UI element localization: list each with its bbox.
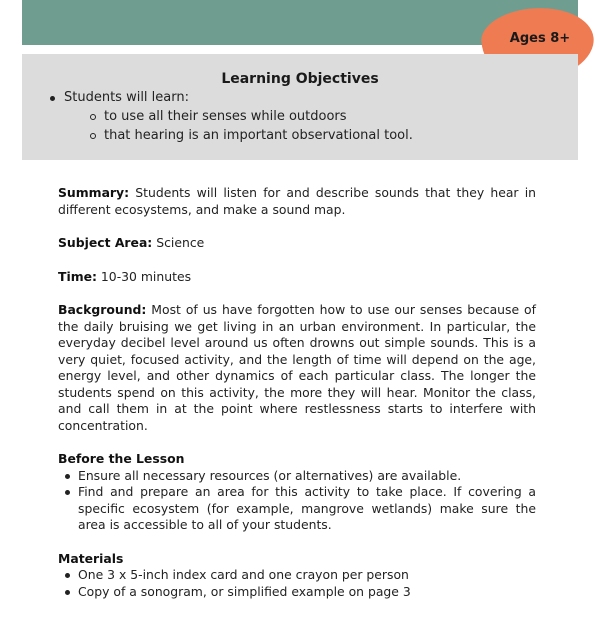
materials-item: One 3 x 5-inch index card and one crayon per person bbox=[58, 567, 536, 584]
lesson-content bbox=[58, 185, 536, 617]
background-label: Background: bbox=[58, 302, 147, 317]
materials-heading: Materials bbox=[58, 550, 124, 566]
learning-objectives-box bbox=[22, 54, 578, 160]
time-text: 10-30 minutes bbox=[96, 268, 192, 284]
materials-item: Copy of a sonogram, or simplified example on page 3 bbox=[58, 584, 536, 601]
background-paragraph bbox=[58, 302, 536, 434]
background-text: Most of us have forgotten how to use our senses because of the daily bruising we get living in an urban environment. In particular, the everyday decibel level around us often drowns out simple sounds. This is a very quiet, focused activity, and the length of time will depend on the age, energy level, and other dynamics of each particular class. The longer the students spend on this activity, the more they will hear. Monitor the class, and call them in at the point where restlessness starts to interfere with concentration. bbox=[58, 302, 536, 433]
before-lesson-item: Find and prepare an area for this activity to take place. If covering a specific ecosystem (for example, mangrove wetlands) make sure the area is accessible to all of your students. bbox=[58, 484, 536, 534]
time-label: Time: bbox=[58, 268, 97, 284]
objective-item: that hearing is an important observational tool. bbox=[88, 126, 413, 145]
subject-area-label: Subject Area: bbox=[58, 235, 153, 250]
objectives-sublist bbox=[64, 107, 413, 145]
ages-badge: Ages 8+ bbox=[509, 31, 571, 46]
summary-label: Summary: bbox=[58, 185, 130, 200]
summary-paragraph bbox=[58, 185, 536, 218]
subject-area-text: Science bbox=[152, 235, 205, 250]
before-lesson-list bbox=[58, 468, 536, 534]
objectives-intro-text: Students will learn: bbox=[64, 90, 189, 105]
summary-text: Students will listen for and describe sounds that they hear in different ecosystems, and make a sound map. bbox=[58, 185, 536, 217]
objectives-title: Learning Objectives bbox=[221, 71, 379, 87]
materials-list bbox=[58, 567, 536, 600]
subject-area-paragraph bbox=[58, 235, 536, 252]
before-lesson-item: Ensure all necessary resources (or alternatives) are available. bbox=[58, 468, 536, 485]
objective-item: to use all their senses while outdoors bbox=[88, 107, 413, 126]
objectives-intro bbox=[48, 88, 413, 145]
before-lesson-heading: Before the Lesson bbox=[58, 451, 185, 466]
objectives-list bbox=[48, 88, 413, 145]
time-paragraph bbox=[58, 269, 536, 286]
